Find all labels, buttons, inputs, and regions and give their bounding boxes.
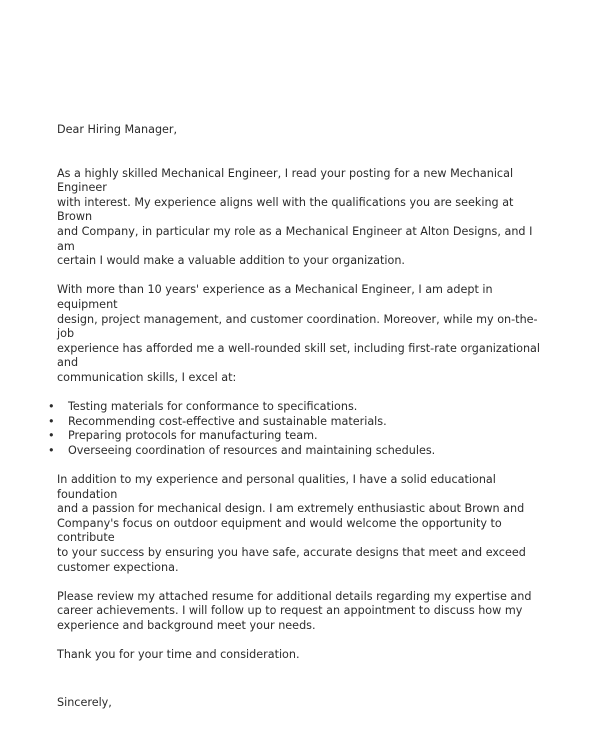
list-item (48, 400, 547, 415)
thanks-line: Thank you for your time and consideration. (57, 648, 300, 662)
cover-letter (48, 123, 547, 710)
salutation: Dear Hiring Manager, (57, 123, 178, 136)
paragraph-experience: With more than 10 years' experience as a Mechanical Engineer, I am adept in equipment design, project management, and customer coordination. Moreover, while my on-the-job experience has afforded me a well-rounded skill set, including first-rate organizational and communication skills, I excel at: (57, 283, 541, 384)
list-item-text: Preparing protocols for manufacturing team. (68, 429, 318, 443)
list-item-text: Recommending cost-effective and sustainable materials. (68, 414, 387, 428)
paragraph-education: In addition to my experience and personal qualities, I have a solid educational foundation and a passion for mechanical design. I am extremely enthusiastic about Brown and Company's focus on outdoor equipment and would welcome the opportunity to contribute to your success by ensuring you have safe, accurate designs that meet and exceed customer expectiona. (57, 473, 526, 574)
bullet-icon: • (48, 429, 55, 443)
paragraph-intro: As a highly skilled Mechanical Engineer, I read your posting for a new Mechanical Engineer with interest. My experience aligns well with the qualifications you are seeking at Brown and Company, in particular my role as a Mechanical Engineer at Alton Designs, and I am certain I would make a valuable addition to your organization. (57, 166, 533, 268)
skills-list (48, 400, 547, 458)
paragraph-follow-up: Please review my attached resume for additional details regarding my expertise and career achievements. I will follow up to request an appointment to discuss how my experience and background meet your needs. (57, 589, 532, 632)
list-item-text: Testing materials for conformance to specifications. (68, 400, 358, 414)
list-item (48, 443, 547, 459)
bullet-icon: • (48, 443, 55, 457)
bullet-icon: • (48, 400, 55, 414)
closing: Sincerely, (57, 695, 112, 709)
list-item (48, 429, 547, 444)
list-item (48, 414, 547, 430)
bullet-icon: • (48, 414, 55, 428)
list-item-text: Overseeing coordination of resources and maintaining schedules. (68, 443, 436, 457)
